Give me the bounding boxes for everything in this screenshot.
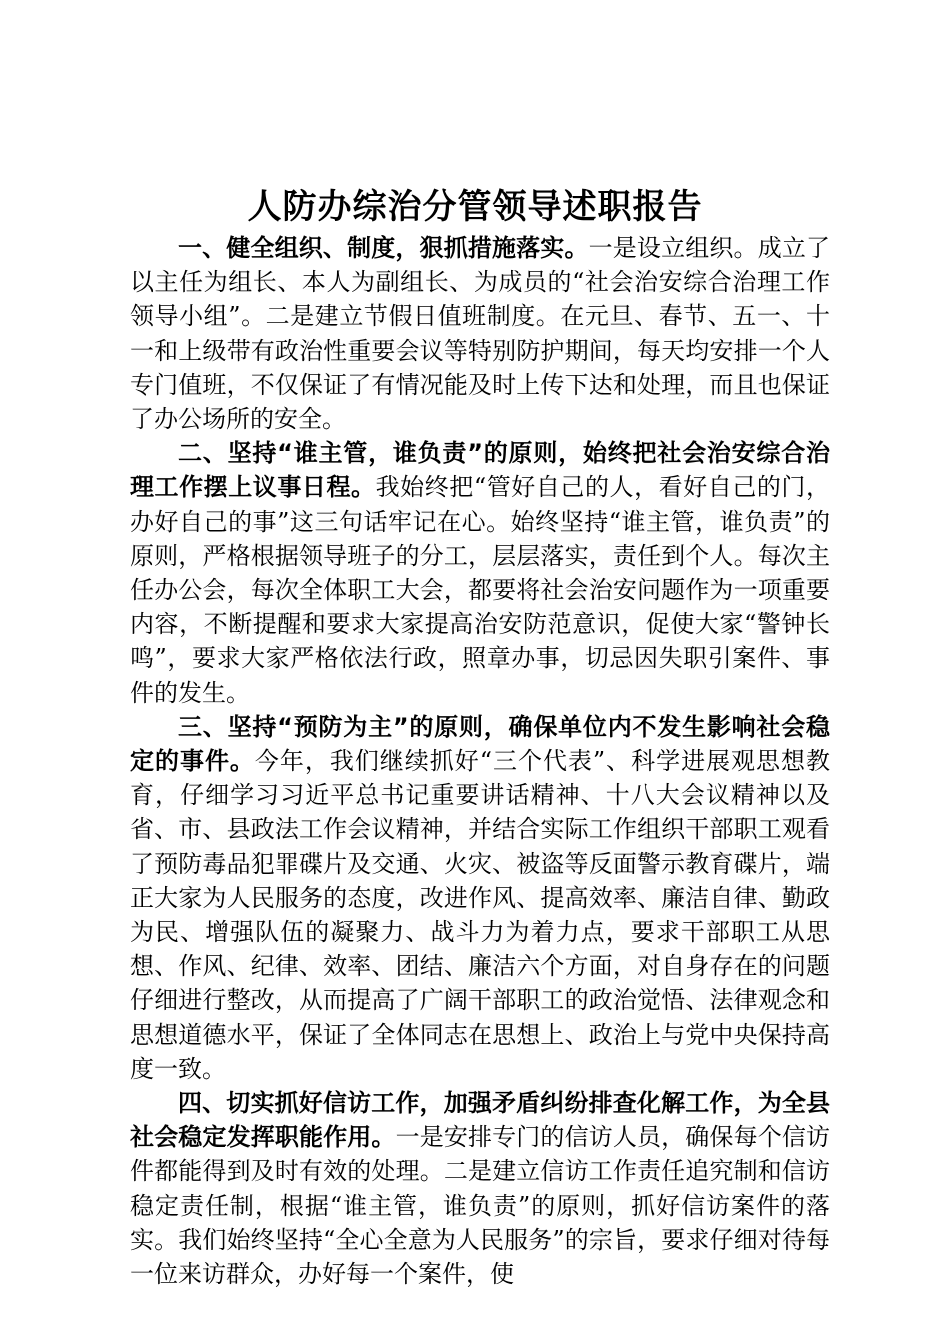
paragraph-2-text: 我始终把“管好自己的人，看好自己的门，办好自己的事”这三句话牢记在心。始终坚持“谁主管，谁负责”的原则，严格根据领导班子的分工，层层落实，责任到个人。每次主任办公会，每次全体职工大会，都要将社会治安问题作为一项重要内容，不断提醒和要求大家提高治安防范意识，促使大家“警钟长鸣”，要求大家严格依法行政，照章办事，切忌因失职引案件、事件的发生。 [130,473,830,707]
paragraph-1 [130,231,830,436]
paragraph-3-text: 今年，我们继续抓好“三个代表”、科学进展观思想教育，仔细学习习近平总书记重要讲话精神、十八大会议精神以及省、市、县政法工作会议精神，并结合实际工作组织干部职工观看了预防毒品犯罪碟片及交通、火灾、被盗等反面警示教育碟片，端正大家为人民服务的态度，改进作风、提高效率、廉洁自律、勤政为民、增强队伍的凝聚力、战斗力为着力点，要求干部职工从思想、作风、纪律、效率、团结、廉洁六个方面，对自身存在的问题仔细进行整改，从而提高了广阔干部职工的政治觉悟、法律观念和思想道德水平，保证了全体同志在思想上、政治上与党中央保持高度一致。 [130,747,830,1083]
document-body [130,231,830,1291]
paragraph-4 [130,1086,830,1291]
paragraph-1-text: 一是设立组织。成立了以主任为组长、本人为副组长、为成员的“社会治安综合治理工作领导小组”。二是建立节假日值班制度。在元旦、春节、五一、十一和上级带有政治性重要会议等特别防护期间，每天均安排一个人专门值班，不仅保证了有情况能及时上传下达和处理，而且也保证了办公场所的安全。 [130,234,831,434]
document-title: 人防办综治分管领导述职报告 [247,187,703,227]
paragraph-1-heading: 一、健全组织、制度，狠抓措施落实。 [178,234,589,262]
paragraph-3 [130,710,830,1086]
paragraph-2 [130,436,830,710]
paragraph-2-heading: 二、坚持“谁主管，谁负责”的原则，始终把社会治安综合治理工作摆上议事日程。 [130,439,830,502]
paragraph-3-heading: 三、坚持“预防为主”的原则，确保单位内不发生影响社会稳定的事件。 [130,712,830,776]
paragraph-4-heading: 四、切实抓好信访工作，加强矛盾纠纷排查化解工作，为全县社会稳定发挥职能作用。 [130,1089,830,1152]
paragraph-4-text: 一是安排专门的信访人员，确保每个信访件都能得到及时有效的处理。二是建立信访工作责任追究制和信访稳定责任制，根据“谁主管，谁负责”的原则，抓好信访案件的落实。我们始终坚持“全心全意为人民服务”的宗旨，要求仔细对待每一位来访群众，办好每一个案件，使 [130,1123,831,1289]
